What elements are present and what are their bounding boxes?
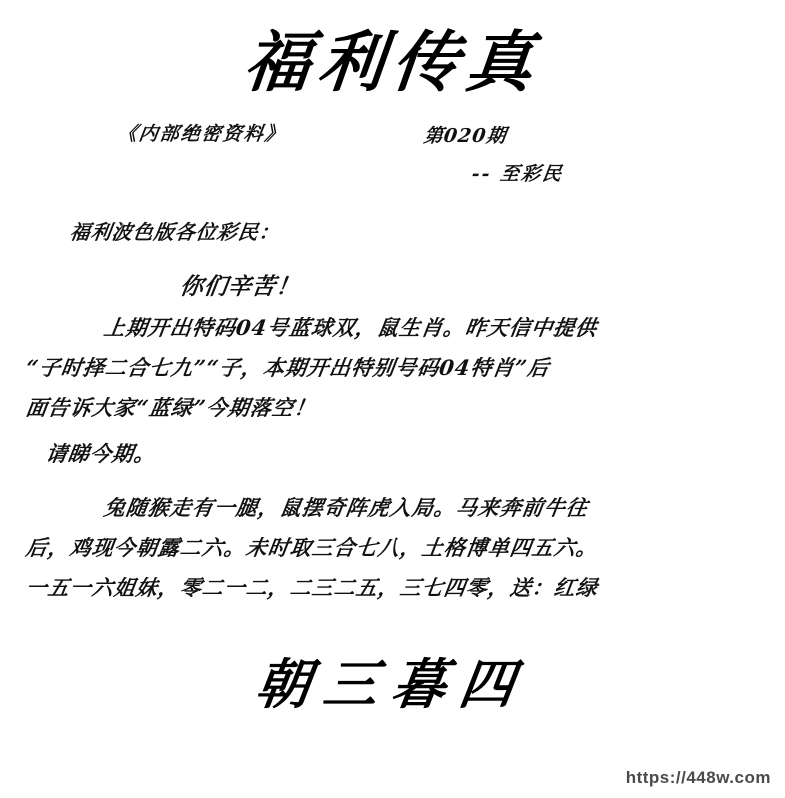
page-title: 福利传真: [240, 23, 545, 101]
document-page: [0, 23, 785, 798]
body-paragraph-4: 请睇今期。: [44, 440, 158, 466]
issue-number: 第020期: [422, 124, 509, 147]
body-paragraph-3: 面告诉大家“蓝绿”今期落空！: [24, 395, 318, 421]
body-paragraph-1: 上期开出特码04号蓝球双，鼠生肖。昨天信中提供: [102, 315, 600, 341]
paragraph-spacer: [22, 474, 767, 488]
document-subtitle: 《内部绝密资料》: [116, 122, 288, 145]
body-paragraph-2: “子时择二合七九”“子，本期开出特别号码04特肖”后: [24, 355, 552, 381]
dedication-line: -- 至彩民: [470, 162, 565, 185]
body-paragraph-7: 一五一六姐妹，零二一二，二三二五，三七四零，送：红绿: [24, 574, 600, 600]
document-body: [0, 213, 785, 608]
site-url-watermark: https://448w.com: [625, 768, 771, 787]
greeting: 你们辛苦！: [178, 272, 302, 300]
footer-slogan: 朝三暮四: [251, 651, 533, 716]
body-paragraph-6: 后，鸡现今朝露二六。未时取三合七八，土格博单四五六。: [24, 534, 600, 560]
salutation: 福利波色版各位彩民：: [68, 219, 282, 244]
header-subrow: [0, 119, 785, 185]
body-paragraph-5: 兔随猴走有一腿，鼠摆奇阵虎入局。马来奔前牛往: [102, 494, 590, 520]
